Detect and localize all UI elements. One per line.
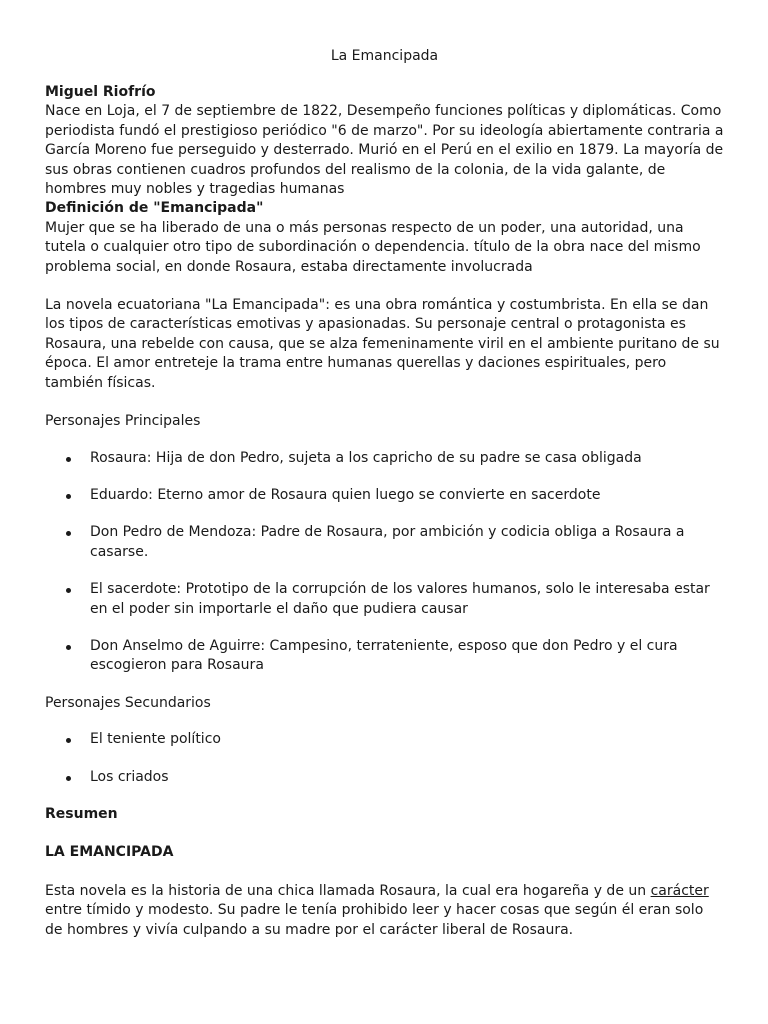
- author-heading: Miguel Riofrío: [45, 84, 156, 100]
- summary-text: [45, 882, 724, 940]
- main-characters-heading: Personajes Principales: [45, 413, 201, 430]
- author-bio: Nace en Loja, el 7 de septiembre de 1822, Desempeño funciones políticas y diplomáticas. Como periodista fundó el prestigioso periódico "6 de marzo". Por su ideología abiertamente contraria a García Moreno fue perseguido y desterrado. Murió en el Perú en el exilio en 1879. La mayoría de sus obras contienen cuadros profundos del realismo de la colonia, de la vida galante, de hombres muy nobles y tragedias humanas: [45, 103, 724, 198]
- list-item-text: Don Pedro de Mendoza: Padre de Rosaura, por ambición y codicia obliga a Rosaura a casarse.: [90, 524, 685, 560]
- list-item-text: Rosaura: Hija de don Pedro, sujeta a los capricho de su padre se casa obligada: [90, 449, 642, 466]
- bullet-icon: [66, 494, 71, 499]
- bullet-icon: [66, 645, 71, 650]
- caracter-link[interactable]: carácter: [650, 882, 709, 899]
- summary-heading: Resumen: [45, 805, 118, 822]
- bullet-icon: [66, 588, 71, 593]
- summary-text-end: entre tímido y modesto. Su padre le tenía prohibido leer y hacer cosas que según él eran solo de hombres y vivía culpando a su madre por el carácter liberal de Rosaura.: [45, 902, 704, 938]
- main-characters-list: [45, 449, 724, 676]
- list-item-text: Don Anselmo de Aguirre: Campesino, terrateniente, esposo que don Pedro y el cura escogieron para Rosaura: [90, 637, 678, 674]
- document-title: La Emancipada: [330, 48, 439, 64]
- secondary-characters-list: [45, 730, 724, 787]
- bullet-icon: [66, 776, 71, 781]
- bullet-icon: [66, 457, 71, 462]
- definition-heading: Definición de "Emancipada": [45, 200, 264, 217]
- list-item-text: Los criados: [90, 768, 169, 785]
- definition-text: Mujer que se ha liberado de una o más personas respecto de un poder, una autoridad, una tutela o cualquier otro tipo de subordinación o dependencia. título de la obra nace del mismo problema social, en donde Rosaura, estaba directamente involucrada: [45, 219, 701, 275]
- list-item-text: El teniente político: [90, 731, 221, 748]
- bullet-icon: [66, 738, 71, 743]
- spacer: [45, 277, 724, 296]
- list-item: [45, 580, 724, 619]
- spacer: [45, 393, 724, 412]
- summary-subheading: LA EMANCIPADA: [45, 844, 174, 861]
- list-item: [45, 768, 724, 787]
- list-item: [45, 449, 724, 468]
- list-item: [45, 523, 724, 562]
- list-item-text: Eduardo: Eterno amor de Rosaura quien luego se convierte en sacerdote: [90, 486, 601, 503]
- spacer: [45, 824, 724, 843]
- novel-paragraph: La novela ecuatoriana "La Emancipada": es una obra romántica y costumbrista. En ella se dan los tipos de características emotivas y apasionadas. Su personaje central o protagonista es Rosaura, una rebelde con causa, que se alza femeninamente viril en el ambiente puritano de su época. El amor entreteje la trama entre humanas querellas y daciones espirituales, pero también físicas.: [45, 297, 720, 391]
- bullet-icon: [66, 531, 71, 536]
- summary-text-start: Esta novela es la historia de una chica llamada Rosaura, la cual era hogareña y de un: [45, 882, 651, 899]
- list-item: [45, 637, 724, 676]
- list-item: [45, 730, 724, 749]
- list-item-text: El sacerdote: Prototipo de la corrupción de los valores humanos, solo le interesaba estar en el poder sin importarle el daño que pudiera causar: [90, 581, 710, 617]
- spacer: [45, 863, 724, 882]
- list-item: [45, 486, 724, 505]
- secondary-characters-heading: Personajes Secundarios: [45, 694, 211, 711]
